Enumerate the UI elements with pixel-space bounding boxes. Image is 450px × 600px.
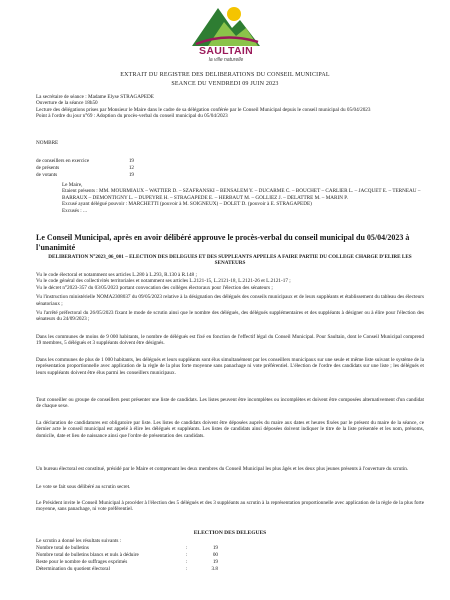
register-title: EXTRAIT DU REGISTRE DES DELIBERATIONS DU CONSEIL MUNICIPAL: [120, 72, 330, 78]
intro-block: [36, 94, 424, 120]
paragraph: Le Président invite le Conseil Municipal à procéder à l'élection des 5 délégués et des 3 suppléants au scrutin à la représentation proportionnelle avec application de la règle de la plus forte moyenne, sans panachage, ni vote préférentiel.: [36, 500, 424, 513]
opening-line: Ouverture de la séance 18h50: [36, 100, 98, 107]
logo-name: SAULTAIN: [199, 45, 253, 57]
deliberation-title: DELIBERATION N°2023_06_001 – ELECTION DES DELEGUES ET DES SUPPLEANTS APPELES A FAIRE PARTIE DU COLLEGE CHARGE D'ELIRE LES SENATEURS: [48, 254, 412, 267]
logo-tagline: la ville naturelle: [208, 57, 244, 63]
visas-block: [36, 272, 424, 323]
count-row: [36, 172, 134, 179]
reading-line: Lecture des délégations prises par Monsieur le Maire dans le cadre de sa délégation conférée par le Conseil Municipal depuis le conseil municipal du 05/04/2023: [36, 106, 371, 113]
count-label: de conseillers en exercice: [36, 158, 90, 164]
proxies-line: Excusé ayant délégué pouvoir : MARCHETTI (pouvoir à M. SOIGNEUX) – DOLET D. (pouvoir à E. STRAGAPEDE): [62, 201, 312, 208]
visa-line: Vu le décret n°2023-357 du 03/05/2023 portant convocation des collèges électoraux pour l'élection des sénateurs ;: [36, 284, 273, 291]
paragraph: La déclaration de candidatures est obligatoire par liste. Les listes de candidats doivent être déposées auprès du maire aux dates et heures fixées par le présent du maire de la séance, ce dernier acte le conseil municipal est appelé à élire les délégués et suppléants. Les listes de candidats ainsi déposées doivent indiquer le titre de la liste présentée et les nom, prénoms, domicile, date et lieu de naissance ainsi que l'ordre de présentation des candidats.: [36, 420, 424, 439]
visa-line: Vu l'arrêté préfectoral du 26/05/2023 fixant le mode de scrutin ainsi que le nombre des délégués, des délégués supplémentaires et des suppléants à désigner ou à élire pour l'élection des sénateurs du 24/09/2023 ;: [36, 310, 424, 323]
counts-heading: NOMBRE: [36, 140, 59, 146]
visa-line: Vu le code électoral et notamment ses articles L.280 à L.293, R.130 à R.148 ;: [36, 272, 197, 278]
result-value: 3.8: [211, 566, 218, 572]
result-row: [36, 545, 218, 552]
result-label: Reste pour le nombre de suffrages exprimés: [36, 559, 128, 565]
paragraph: Dans les communes de plus de 1 000 habitants, les délégués et leurs suppléants sont élus simultanément par les conseillers municipaux sur une seule et même liste suivant le système de la représentation proportionnelle avec application de la règle de la plus forte moyenne sans panachage ni vote préférentiel. L'élection de l'ordre des candidats sur une liste ; les délégués et leurs suppléants doivent être élus parmi les conseillers municipaux.: [36, 357, 424, 376]
result-value: 19: [212, 559, 218, 565]
result-label: Détermination du quotient électoral: [36, 566, 110, 572]
result-value: 00: [212, 552, 218, 558]
result-label: Nombre total de bulletins blancs et nuls à déduire: [36, 552, 139, 558]
mountain-logo-icon: [188, 2, 264, 48]
election-title: ELECTION DES DELEGUES: [193, 530, 267, 536]
paragraph: Le vote se fait sous délibéré au scrutin secret.: [36, 484, 131, 490]
attendance-block: [62, 182, 424, 214]
count-label: de présents: [36, 165, 60, 172]
results-intro: [36, 538, 218, 545]
present-list: Etaient présents : MM. MOURMIAUX – WATTIER D. – SZAFRANSKI – BENSALEM Y. – DUCARME C. – BOUCHET – CARLIER L. – JACQUET E. – TERNEAU – BARRAUX – DEMONTIGNY L. – DUPEYRE H. – STRAGAPEDE E. – HERBAUT M. – GOLLIEZ J. – DELATTRE M. – MARIN P.: [62, 188, 421, 201]
agenda-line: Point à l'ordre du jour n°69 : Adoption du procès-verbal du conseil municipal du 05/04/2023: [36, 113, 228, 120]
saultain-logo: [188, 2, 264, 66]
mayor-line: Le Maire,: [62, 182, 83, 188]
count-value: 19: [128, 172, 134, 179]
counts-table: [36, 158, 134, 180]
result-colon: :: [186, 559, 188, 565]
result-value: 19: [212, 545, 218, 551]
result-colon: :: [186, 545, 188, 551]
visa-line: Vu le code général des collectivités territoriales et notamment ses articles L.2121-15, L.2121-18, L.2121-26 et L.2121-17 ;: [36, 278, 291, 285]
session-date: SEANCE DU VENDREDI 09 JUIN 2023: [171, 81, 279, 87]
result-row: [36, 552, 218, 559]
paragraph: Un bureau électoral est constitué, présidé par le Maire et comprenant les deux membres du Conseil Municipal les plus âgés et les deux plus jeunes présents à l'ouverture du scrutin.: [36, 466, 409, 472]
absent-line: Excusés : ...: [62, 207, 87, 214]
visa-line: Vu l'instruction ministérielle NOMA2308037 du 09/05/2023 relative à la désignation des délégués des conseils municipaux et de leurs suppléants et établissement du tableau des électeurs sénatoriaux ;: [36, 294, 424, 307]
resolution-statement: Le Conseil Municipal, après en avoir délibéré approuve le procès-verbal du conseil municipal du 05/04/2023 à l'unanimité: [36, 233, 410, 252]
count-row: [36, 165, 134, 172]
paragraph: Dans les communes de moins de 9 000 habitants, le nombre de délégués est fixé en fonction de l'effectif légal du Conseil Municipal. Pour Saultain, dont le Conseil Municipal comprend 19 membres, 5 délégués et 3 suppléants doivent être désignés.: [36, 334, 424, 347]
results-intro-text: Le scrutin a donné les résultats suivants :: [36, 538, 122, 544]
election-results: [36, 538, 218, 573]
result-row: [36, 559, 218, 566]
secretary-line: La secrétaire de séance : Madame Elyse STRAGAPEDE: [36, 94, 154, 100]
result-colon: :: [186, 566, 188, 572]
result-row: [36, 566, 218, 573]
paragraph: Tout conseiller ou groupe de conseillers peut présenter une liste de candidats. Les listes peuvent être incomplètes ou incomplètes et doivent être composées alternativement d'un candidat de chaque sexe.: [36, 397, 424, 410]
count-label: de votants: [36, 172, 58, 179]
count-value: 12: [128, 165, 134, 172]
result-label: Nombre total de bulletins: [36, 545, 89, 551]
count-value: 19: [128, 158, 134, 164]
count-row: [36, 158, 134, 165]
result-colon: :: [186, 552, 188, 558]
